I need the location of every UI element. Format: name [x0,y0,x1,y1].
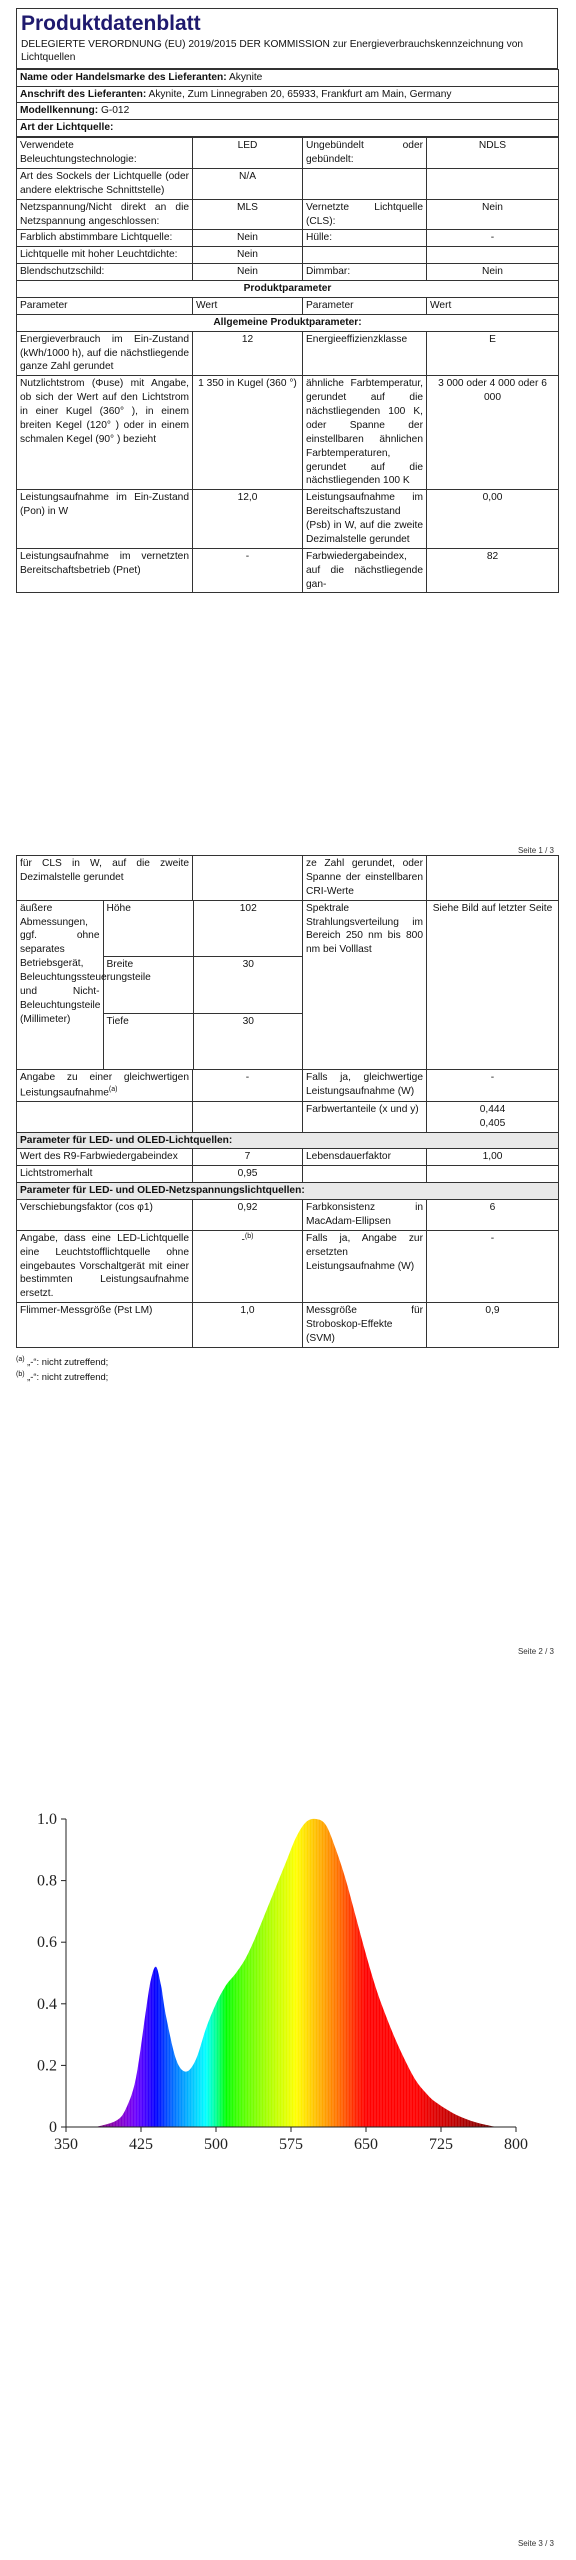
light-source-label [303,168,427,199]
equivalent-power-label: Angabe zu einer gleichwertigen Leistungsaufnahme$^{(a)}$ [17,1069,193,1101]
power-factor-label: Verschiebungsfaktor (cos φ1) [17,1200,193,1231]
spectrum-chart [16,1809,546,2169]
power-factor-value: 0,92 [193,1200,303,1231]
r9-value: 7 [193,1149,303,1166]
light-source-label: Dimmbar: [303,264,427,281]
light-source-row [17,247,559,264]
stroboscopic-label: Messgröße für Stroboskop-Effekte (SVM) [303,1303,427,1348]
supplier-table [16,69,559,138]
stroboscopic-value: 0,9 [427,1303,559,1348]
x-tick-label: 425 [129,2136,153,2153]
flicker-value: 1,0 [193,1303,303,1348]
efficiency-class-label: Energieeffizienzklasse [303,331,427,376]
model-label: Modellkennung: [20,105,99,117]
param-row [17,1101,559,1132]
light-source-label: Art des Sockels der Lichtquelle (oder andere elektrische Schnittstelle) [17,168,193,199]
param-row [17,376,559,490]
color-temperature-value: 3 000 oder 4 000 oder 6 000 [427,376,559,490]
general-params-heading: Allgemeine Produktparameter: [17,314,559,331]
light-source-row [17,168,559,199]
footnote-a: $^{(a)}$ „-“: nicht zutreffend; [16,1355,109,1367]
on-mode-power-label: Leistungsaufnahme im Ein-Zustand (Pon) in W [17,490,193,549]
chromaticity-value: 0,444 0,405 [427,1101,559,1132]
title-box [16,8,558,69]
supplier-address-value: Akynite, Zum Linnegraben 20, 65933, Frankfurt am Main, Germany [148,88,452,100]
lifetime-factor-value: 1,00 [427,1149,559,1166]
equivalent-power-value: - [193,1069,303,1101]
light-source-value: Nein [427,264,559,281]
networked-standby-value: - [193,548,303,593]
color-rendering-label-continued: ze Zahl gerundet, oder Spanne der einstellbaren CRI-Werte [303,856,427,901]
light-source-row [17,199,559,230]
param-row [17,1149,559,1166]
dimension-value: 30 [242,1015,254,1027]
plot-layer [96,1819,496,2127]
col-header-parameter: Parameter [303,297,427,314]
param-row [17,1200,559,1231]
light-source-label: Hülle: [303,230,427,247]
dimensions-label: äußere Abmessungen, ggf. ohne separates Betriebsgerät, Beleuchtungssteuerungsteile und Nicht-Beleuchtungsteile (Millimeter) [17,901,103,1069]
light-source-label: Blendschutzschild: [17,264,193,281]
dimension-name: Tiefe [103,1013,193,1068]
light-source-row [17,230,559,247]
efficiency-class-value: E [427,331,559,376]
supplier-address-row [17,86,559,103]
y-tick-label: 0.6 [37,1934,57,1952]
energy-consumption-label: Energieverbrauch im Ein-Zustand (kWh/1000 h), auf die nächstliegende ganze Zahl gerundet [17,331,193,376]
params-heading: Produktparameter [17,281,559,298]
light-source-value [427,168,559,199]
led-params-heading-row [17,1132,559,1149]
lumen-maintenance-value: 0,95 [193,1166,303,1183]
light-source-value: MLS [193,199,303,230]
light-source-value: - [427,230,559,247]
dimension-value: 102 [193,901,303,956]
light-source-value: LED [193,138,303,169]
mains-params-heading: Parameter für LED- und OLED-Netzspannungslichtquellen: [17,1183,559,1200]
supplier-address-label: Anschrift des Lieferanten: [20,88,147,100]
chromaticity-label: Farbwertanteile (x und y) [303,1101,427,1132]
replacement-value: -$^{(b)}$ [193,1230,303,1302]
page-1 [0,0,576,855]
light-source-label: Lichtquelle mit hoher Leuchtdichte: [17,247,193,264]
y-tick-label: 1.0 [37,1811,57,1828]
replacement-label: Angabe, dass eine LED-Lichtquelle eine Leuchtstofflichtquelle ohne eingebautes Vorschaltgerät mit einer bestimmten Leistungsaufnahme ersetzt. [17,1230,193,1302]
supplier-name-label: Name oder Handelsmarke des Lieferanten: [20,71,227,83]
spectrum-chart-svg [16,1809,546,2169]
equivalent-power-watts-label: Falls ja, gleichwertige Leistungsaufnahme (W) [303,1069,427,1101]
light-source-value: Nein [193,247,303,264]
light-source-label [303,247,427,264]
x-tick-label: 500 [204,2136,228,2153]
replacement-watts-label: Falls ja, Angabe zur ersetzten Leistungsaufnahme (W) [303,1230,427,1302]
param-row [17,331,559,376]
spectrum-label: Spektrale Strahlungsverteilung im Bereich 250 nm bis 800 nm bei Volllast [303,900,427,1069]
networked-standby-label: Leistungsaufnahme im vernetzten Bereitschaftsbetrieb (Pnet) [17,548,193,593]
luminous-flux-label: Nutzlichtstrom (Φuse) mit Angabe, ob sich der Wert auf den Lichtstrom in einer Kugel (360° ), in einem breiten Kegel (120° ) oder in einem schmalen Kegel (90° ) bezieht [17,376,193,490]
standby-power-label: Leistungsaufnahme im Bereitschaftszustand (Psb) in W, auf die zweite Dezimalstelle gerundet [303,490,427,549]
param-row [17,856,559,901]
model-row [17,103,559,120]
page-3 [0,1665,576,2560]
col-header-value: Wert [427,297,559,314]
footnotes [16,1354,558,1384]
lumen-maintenance-label: Lichtstromerhalt [17,1166,193,1183]
luminous-flux-value: 1 350 in Kugel (360 °) [193,376,303,490]
param-row [17,1166,559,1183]
param-row [17,900,559,1069]
light-source-label: Farblich abstimmbare Lichtquelle: [17,230,193,247]
light-source-value: Nein [193,264,303,281]
param-row [17,490,559,549]
params-heading-row [17,281,559,298]
param-row [17,1069,559,1101]
light-source-label: Vernetzte Lichtquelle (CLS): [303,199,427,230]
lifetime-factor-label: Lebensdauerfaktor [303,1149,427,1166]
light-source-table [16,137,559,593]
regulation-reference: DELEGIERTE VERORDNUNG (EU) 2019/2015 DER KOMMISSION zur Energieverbrauchskennzeichnung von Lichtquellen [21,39,524,64]
page-2 [0,855,576,1665]
color-rendering-label: Farbwiedergabeindex, auf die nächstliegende gan- [303,548,427,593]
general-params-heading-row [17,314,559,331]
supplier-name-row [17,69,559,86]
equivalent-power-watts-value: - [427,1069,559,1101]
col-header-parameter: Parameter [17,297,193,314]
light-source-value: NDLS [427,138,559,169]
x-tick-label: 575 [279,2136,303,2153]
light-source-row [17,138,559,169]
dimensions-table [17,901,303,1069]
light-source-label: Verwendete Beleuchtungstechnologie: [17,138,193,169]
x-tick-label: 725 [429,2136,453,2153]
datasheet-part-1 [16,8,558,593]
page-number: Seite 3 / 3 [517,2539,554,2548]
model-value: G-012 [100,105,130,117]
networked-standby-label-continued: für CLS in W, auf die zweite Dezimalstelle gerundet [17,856,193,901]
supplier-name-value: Akynite [228,71,263,83]
led-params-heading: Parameter für LED- und OLED-Lichtquellen: [17,1132,559,1149]
color-rendering-value: 82 [427,548,559,593]
param-row [17,548,559,593]
y-tick-label: 0 [49,2119,57,2136]
light-source-label: Ungebündelt oder gebündelt: [303,138,427,169]
color-temperature-label: ähnliche Farbtemperatur, gerundet auf die nächstliegenden 100 K, oder Spanne der einstellbaren ähnlichen Farbtemperaturen, gerundet auf die nächstliegenden 100 K [303,376,427,490]
x-tick-label: 350 [54,2136,78,2153]
page-number: Seite 1 / 3 [517,846,554,855]
macadam-label: Farbkonsistenz in MacAdam-Ellipsen [303,1200,427,1231]
r9-label: Wert des R9-Farbwiedergabeindex [17,1149,193,1166]
light-source-value: N/A [193,168,303,199]
light-source-value: Nein [427,199,559,230]
light-source-heading: Art der Lichtquelle: [17,120,559,137]
params-continued-table [16,855,559,1348]
replacement-watts-value: - [427,1230,559,1302]
param-row [17,1303,559,1348]
energy-consumption-value: 12 [193,331,303,376]
light-source-heading-row [17,120,559,137]
dimension-name: Höhe [103,901,193,956]
light-source-row [17,264,559,281]
light-source-value: Nein [193,230,303,247]
x-tick-label: 800 [504,2136,528,2153]
spectrum-value: Siehe Bild auf letzter Seite [427,900,559,1069]
footnote-b: $^{(b)}$ „-“: nicht zutreffend; [16,1370,109,1383]
macadam-value: 6 [427,1200,559,1231]
standby-power-value: 0,00 [427,490,559,549]
light-source-label: Netzspannung/Nicht direkt an die Netzspannung angeschlossen: [17,199,193,230]
y-tick-label: 0.4 [37,1995,57,2013]
x-tick-label: 650 [354,2136,378,2153]
y-tick-label: 0.2 [37,2057,57,2075]
on-mode-power-value: 12,0 [193,490,303,549]
dimension-value: 30 [193,956,303,1013]
dimension-name: Breite [103,956,193,1013]
col-header-value: Wert [193,297,303,314]
page-title: Produktdatenblatt [21,12,201,35]
flicker-label: Flimmer-Messgröße (Pst LM) [17,1303,193,1348]
page-number: Seite 2 / 3 [517,1647,554,1656]
mains-params-heading-row [17,1183,559,1200]
param-row [17,1230,559,1302]
params-header-row [17,297,559,314]
light-source-value [427,247,559,264]
datasheet-part-2 [16,855,558,1384]
y-tick-label: 0.8 [37,1872,57,1890]
